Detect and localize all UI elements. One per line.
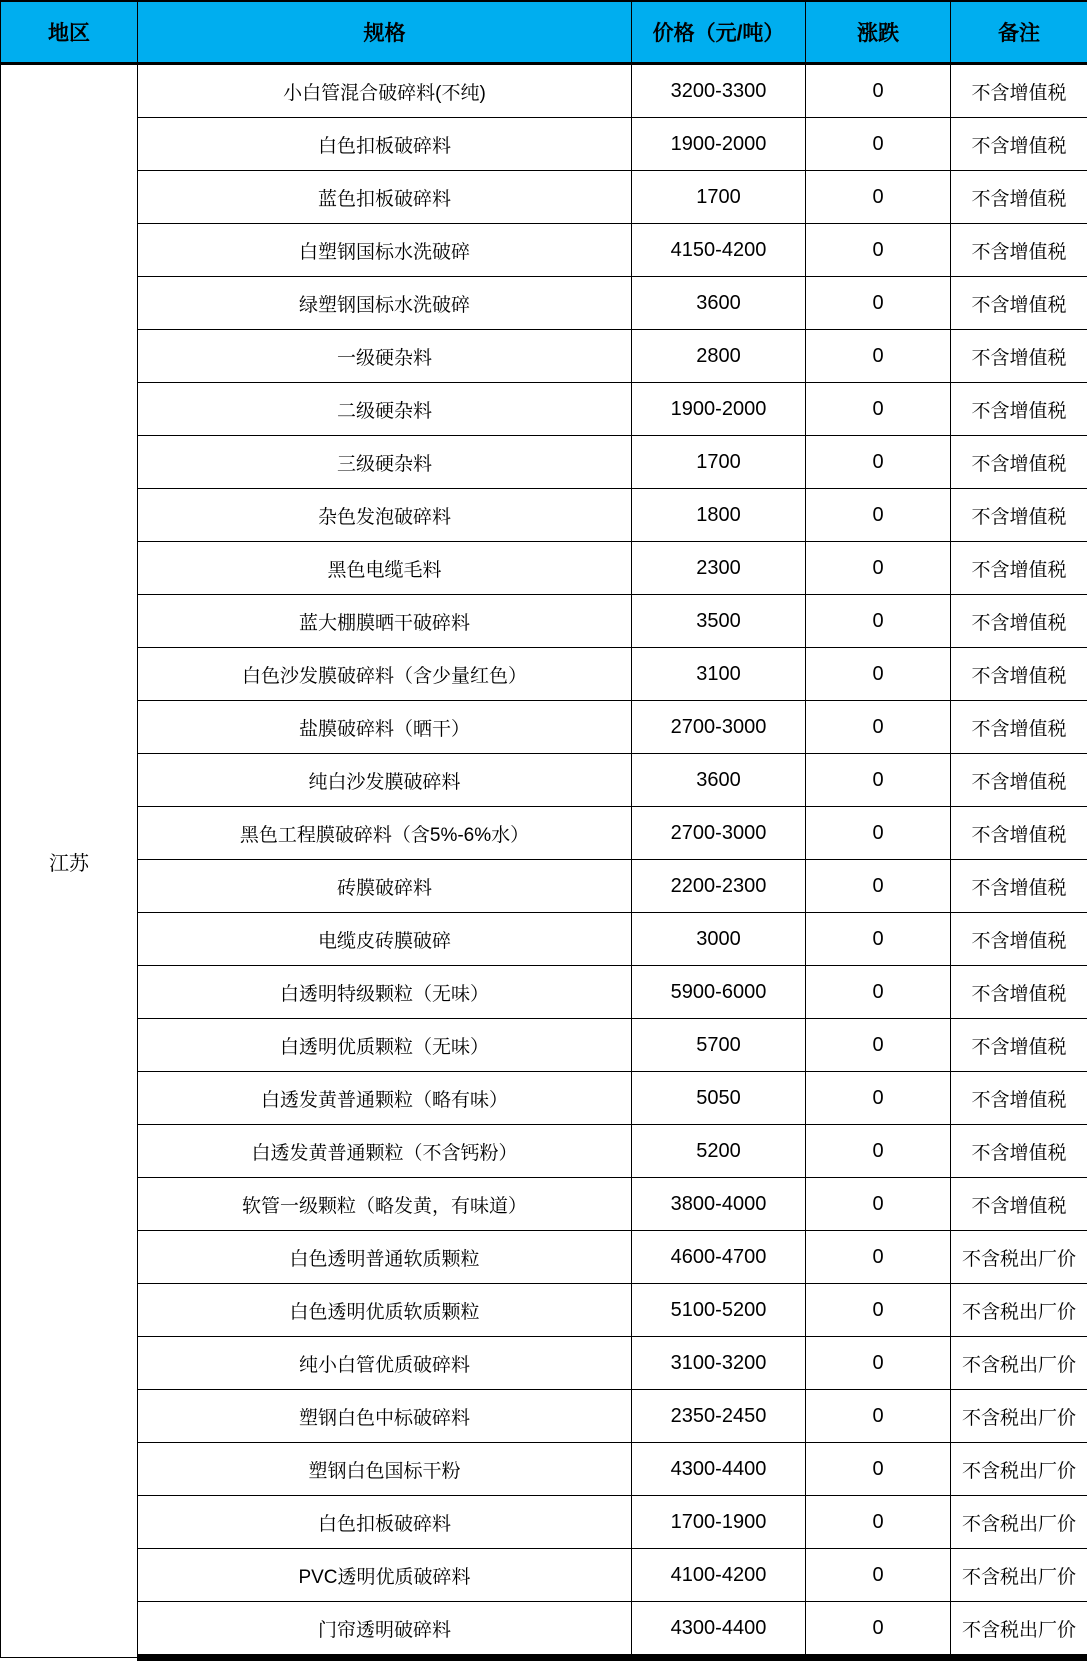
- change-cell: 0: [806, 171, 951, 224]
- spec-cell: 绿塑钢国标水洗破碎: [138, 277, 632, 330]
- change-cell: 0: [806, 542, 951, 595]
- price-cell: 2700-3000: [632, 701, 806, 754]
- table-header: [1, 1, 1087, 64]
- price-cell: 2800: [632, 330, 806, 383]
- table-row: [1, 383, 1087, 436]
- change-cell: 0: [806, 489, 951, 542]
- spec-cell: 三级硬杂料: [138, 436, 632, 489]
- price-cell: 1900-2000: [632, 383, 806, 436]
- table-row: [1, 1443, 1087, 1496]
- note-cell: 不含税出厂价: [951, 1549, 1087, 1602]
- column-header-spec: 规格: [138, 1, 632, 64]
- table-row: [1, 1549, 1087, 1602]
- change-cell: 0: [806, 860, 951, 913]
- note-cell: 不含增值税: [951, 1125, 1087, 1178]
- spec-cell: 二级硬杂料: [138, 383, 632, 436]
- note-cell: 不含税出厂价: [951, 1284, 1087, 1337]
- change-cell: 0: [806, 1019, 951, 1072]
- note-cell: 不含增值税: [951, 807, 1087, 860]
- table-row: [1, 1072, 1087, 1125]
- note-cell: 不含增值税: [951, 224, 1087, 277]
- note-cell: 不含增值税: [951, 913, 1087, 966]
- change-cell: 0: [806, 224, 951, 277]
- table-row: [1, 701, 1087, 754]
- spec-cell: 黑色电缆毛料: [138, 542, 632, 595]
- spec-cell: 门帘透明破碎料: [138, 1602, 632, 1658]
- price-cell: 5100-5200: [632, 1284, 806, 1337]
- change-cell: 0: [806, 1496, 951, 1549]
- change-cell: 0: [806, 1284, 951, 1337]
- note-cell: 不含增值税: [951, 595, 1087, 648]
- table-row: [1, 754, 1087, 807]
- change-cell: 0: [806, 1178, 951, 1231]
- table-row: [1, 1602, 1087, 1658]
- table-row: [1, 1125, 1087, 1178]
- table-row: [1, 1284, 1087, 1337]
- price-cell: 2300: [632, 542, 806, 595]
- table-row: [1, 277, 1087, 330]
- price-cell: 3600: [632, 277, 806, 330]
- table-row: [1, 1390, 1087, 1443]
- note-cell: 不含税出厂价: [951, 1443, 1087, 1496]
- price-cell: 4150-4200: [632, 224, 806, 277]
- price-cell: 2200-2300: [632, 860, 806, 913]
- change-cell: 0: [806, 1443, 951, 1496]
- price-cell: 1900-2000: [632, 118, 806, 171]
- note-cell: 不含增值税: [951, 118, 1087, 171]
- spec-cell: 一级硬杂料: [138, 330, 632, 383]
- note-cell: 不含增值税: [951, 648, 1087, 701]
- spec-cell: 软管一级颗粒（略发黄，有味道）: [138, 1178, 632, 1231]
- spec-cell: 黑色工程膜破碎料（含5%-6%水）: [138, 807, 632, 860]
- price-cell: 3100: [632, 648, 806, 701]
- change-cell: 0: [806, 1602, 951, 1658]
- column-header-change: 涨跌: [806, 1, 951, 64]
- spec-cell: 纯白沙发膜破碎料: [138, 754, 632, 807]
- table-row: [1, 1231, 1087, 1284]
- table-row: [1, 64, 1087, 118]
- spec-cell: 白透明优质颗粒（无味）: [138, 1019, 632, 1072]
- note-cell: 不含税出厂价: [951, 1231, 1087, 1284]
- change-cell: 0: [806, 64, 951, 118]
- price-cell: 1700: [632, 171, 806, 224]
- price-cell: 3800-4000: [632, 1178, 806, 1231]
- note-cell: 不含增值税: [951, 330, 1087, 383]
- spec-cell: 白塑钢国标水洗破碎: [138, 224, 632, 277]
- change-cell: 0: [806, 754, 951, 807]
- note-cell: 不含增值税: [951, 966, 1087, 1019]
- table-row: [1, 1496, 1087, 1549]
- note-cell: 不含增值税: [951, 383, 1087, 436]
- table-row: [1, 489, 1087, 542]
- table-row: [1, 860, 1087, 913]
- column-header-note: 备注: [951, 1, 1087, 64]
- spec-cell: 白色透明优质软质颗粒: [138, 1284, 632, 1337]
- change-cell: 0: [806, 277, 951, 330]
- note-cell: 不含增值税: [951, 436, 1087, 489]
- table-row: [1, 224, 1087, 277]
- spec-cell: 白色沙发膜破碎料（含少量红色）: [138, 648, 632, 701]
- note-cell: 不含增值税: [951, 754, 1087, 807]
- table-row: [1, 1019, 1087, 1072]
- table-row: [1, 330, 1087, 383]
- note-cell: 不含增值税: [951, 1019, 1087, 1072]
- change-cell: 0: [806, 118, 951, 171]
- table-row: [1, 807, 1087, 860]
- note-cell: 不含增值税: [951, 1178, 1087, 1231]
- change-cell: 0: [806, 330, 951, 383]
- price-cell: 4300-4400: [632, 1443, 806, 1496]
- spec-cell: 盐膜破碎料（晒干）: [138, 701, 632, 754]
- spec-cell: 白色透明普通软质颗粒: [138, 1231, 632, 1284]
- spec-cell: 白色扣板破碎料: [138, 1496, 632, 1549]
- note-cell: 不含税出厂价: [951, 1337, 1087, 1390]
- column-header-region: 地区: [1, 1, 138, 64]
- spec-cell: 塑钢白色中标破碎料: [138, 1390, 632, 1443]
- spec-cell: 塑钢白色国标干粉: [138, 1443, 632, 1496]
- price-cell: 1800: [632, 489, 806, 542]
- note-cell: 不含税出厂价: [951, 1496, 1087, 1549]
- price-cell: 4300-4400: [632, 1602, 806, 1658]
- price-cell: 3600: [632, 754, 806, 807]
- table-row: [1, 542, 1087, 595]
- column-header-price: 价格（元/吨）: [632, 1, 806, 64]
- table-row: [1, 648, 1087, 701]
- price-cell: 3100-3200: [632, 1337, 806, 1390]
- price-cell: 3200-3300: [632, 64, 806, 118]
- table-row: [1, 118, 1087, 171]
- spec-cell: 白透明特级颗粒（无味）: [138, 966, 632, 1019]
- header-row: [1, 1, 1087, 64]
- price-cell: 1700-1900: [632, 1496, 806, 1549]
- spec-cell: PVC透明优质破碎料: [138, 1549, 632, 1602]
- change-cell: 0: [806, 436, 951, 489]
- table-row: [1, 966, 1087, 1019]
- table-row: [1, 1178, 1087, 1231]
- change-cell: 0: [806, 701, 951, 754]
- change-cell: 0: [806, 1125, 951, 1178]
- change-cell: 0: [806, 1072, 951, 1125]
- change-cell: 0: [806, 807, 951, 860]
- note-cell: 不含税出厂价: [951, 1602, 1087, 1658]
- spec-cell: 小白管混合破碎料(不纯): [138, 64, 632, 118]
- note-cell: 不含增值税: [951, 64, 1087, 118]
- price-cell: 5900-6000: [632, 966, 806, 1019]
- price-cell: 5700: [632, 1019, 806, 1072]
- note-cell: 不含税出厂价: [951, 1390, 1087, 1443]
- table-row: [1, 595, 1087, 648]
- note-cell: 不含增值税: [951, 701, 1087, 754]
- spec-cell: 砖膜破碎料: [138, 860, 632, 913]
- price-cell: 5050: [632, 1072, 806, 1125]
- spec-cell: 杂色发泡破碎料: [138, 489, 632, 542]
- price-cell: 4600-4700: [632, 1231, 806, 1284]
- change-cell: 0: [806, 595, 951, 648]
- change-cell: 0: [806, 383, 951, 436]
- spec-cell: 白色扣板破碎料: [138, 118, 632, 171]
- change-cell: 0: [806, 648, 951, 701]
- price-cell: 2700-3000: [632, 807, 806, 860]
- change-cell: 0: [806, 1549, 951, 1602]
- table-row: [1, 171, 1087, 224]
- spec-cell: 纯小白管优质破碎料: [138, 1337, 632, 1390]
- change-cell: 0: [806, 913, 951, 966]
- note-cell: 不含增值税: [951, 542, 1087, 595]
- note-cell: 不含增值税: [951, 277, 1087, 330]
- table-row: [1, 436, 1087, 489]
- change-cell: 0: [806, 1390, 951, 1443]
- price-cell: 3500: [632, 595, 806, 648]
- price-cell: 5200: [632, 1125, 806, 1178]
- table-row: [1, 913, 1087, 966]
- change-cell: 0: [806, 1337, 951, 1390]
- note-cell: 不含增值税: [951, 860, 1087, 913]
- note-cell: 不含增值税: [951, 1072, 1087, 1125]
- price-cell: 2350-2450: [632, 1390, 806, 1443]
- table-row: [1, 1337, 1087, 1390]
- spec-cell: 白透发黄普通颗粒（略有味）: [138, 1072, 632, 1125]
- price-cell: 4100-4200: [632, 1549, 806, 1602]
- spec-cell: 电缆皮砖膜破碎: [138, 913, 632, 966]
- region-cell: 江苏: [1, 64, 138, 1658]
- spec-cell: 蓝色扣板破碎料: [138, 171, 632, 224]
- price-cell: 1700: [632, 436, 806, 489]
- note-cell: 不含增值税: [951, 171, 1087, 224]
- note-cell: 不含增值税: [951, 489, 1087, 542]
- table-body: [1, 64, 1087, 1658]
- price-cell: 3000: [632, 913, 806, 966]
- spec-cell: 蓝大棚膜晒干破碎料: [138, 595, 632, 648]
- change-cell: 0: [806, 966, 951, 1019]
- change-cell: 0: [806, 1231, 951, 1284]
- spec-cell: 白透发黄普通颗粒（不含钙粉）: [138, 1125, 632, 1178]
